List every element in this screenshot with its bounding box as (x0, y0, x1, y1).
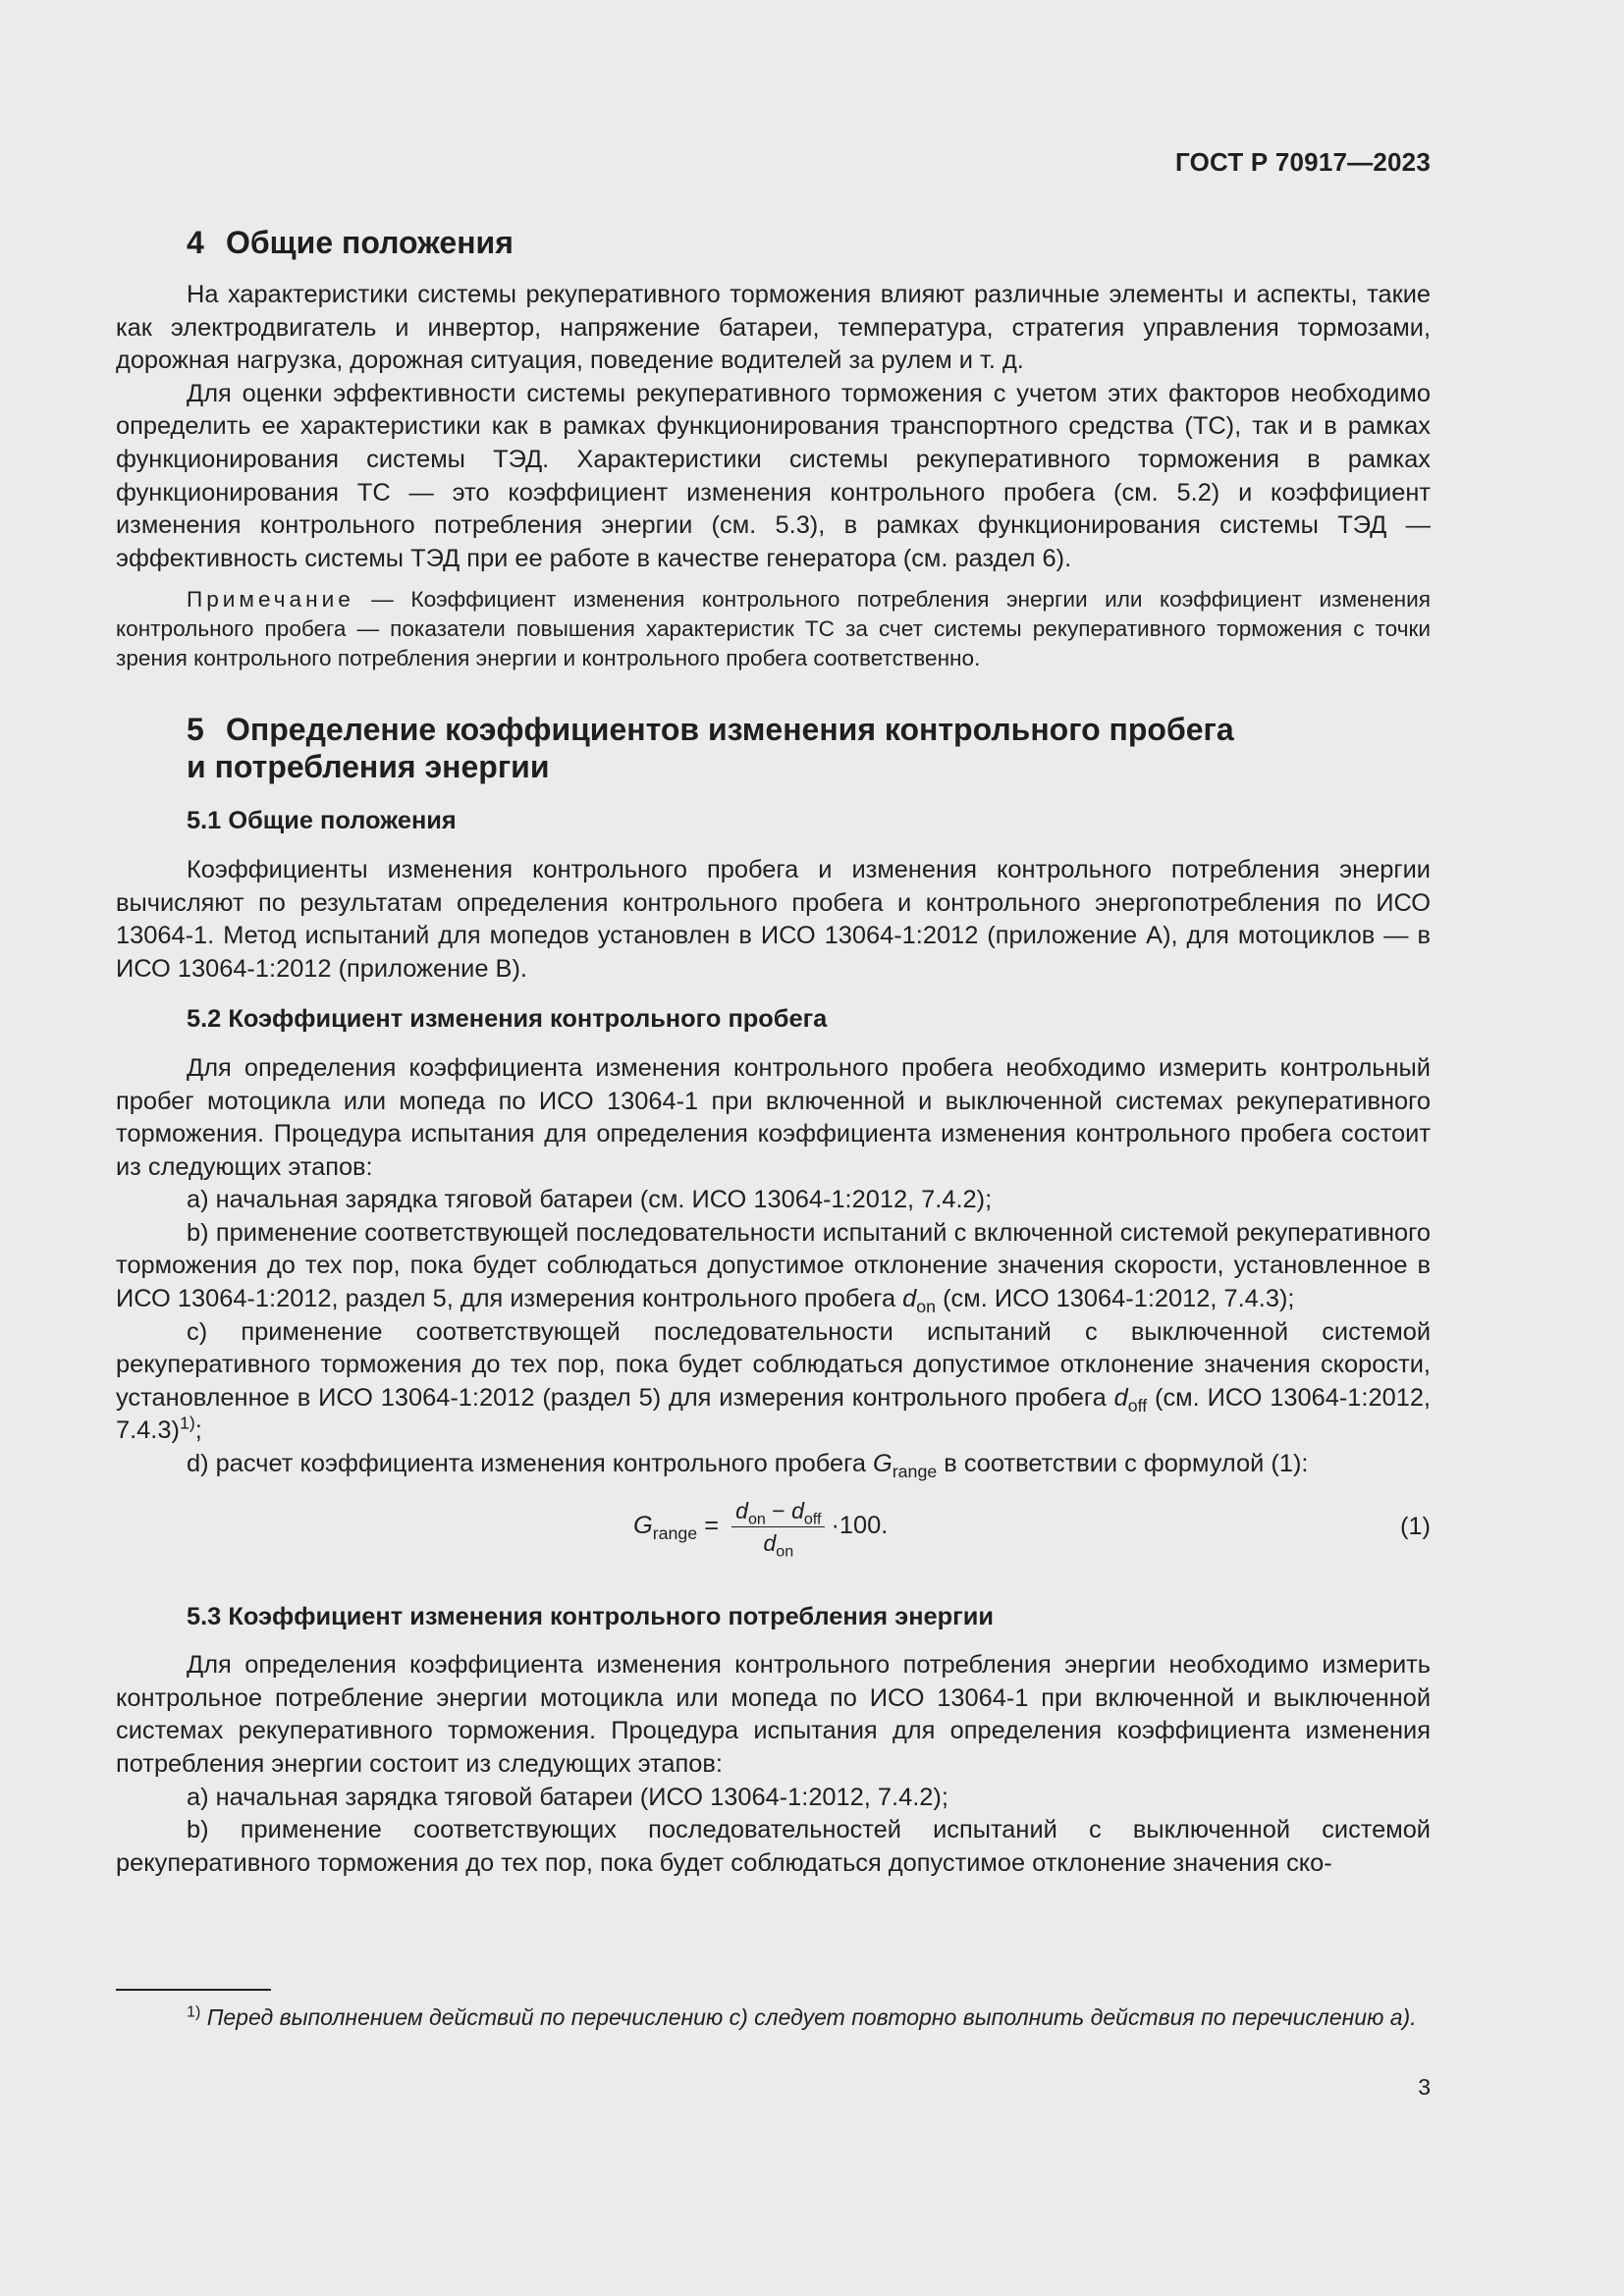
symbol-d: d (1113, 1383, 1128, 1412)
formula-number: (1) (1399, 1512, 1431, 1540)
subsection-5-1-heading: 5.1 Общие положения (187, 807, 457, 835)
symbol-d: d (763, 1529, 777, 1556)
subsection-5-2-heading: 5.2 Коэффициент изменения контрольного пробега (187, 1005, 828, 1034)
section-4-note (116, 585, 1431, 673)
footnote (116, 2002, 1431, 2033)
section-number: 4 (187, 225, 204, 260)
list-item-text: b) применение соответствующей последовательности испытаний с включенной системой рекуперативного торможения до тех пор, пока будет соблюдаться допустимое отклонение значения скорости, установленное в ИСО 13064-1:2012, раздел 5, для измерения контрольного пробега (116, 1218, 1431, 1313)
fraction-denominator (763, 1527, 794, 1561)
formula-tail: ·100. (831, 1512, 889, 1540)
page-number: 3 (1418, 2074, 1431, 2100)
list-item-d (116, 1448, 1431, 1481)
footnote-mark: 1) (187, 2002, 201, 2021)
minus-sign: − (765, 1497, 792, 1523)
subscript-off: off (1127, 1395, 1148, 1415)
equals-sign: = (697, 1512, 727, 1540)
subsection-5-1-paragraph: Коэффициенты изменения контрольного пробега и изменения контрольного потребления энергии вычисляют по результатам определения контрольного пробега и контрольного энергопотребления по ИСО 13064-1. Метод испытаний для мопедов установлен в ИСО 13064-1:2012 (приложение А), для мотоциклов — в ИСО 13064-1:2012 (приложение В). (116, 855, 1431, 983)
footnote-text: Перед выполнением действий по перечислению c) следует повторно выполнить действия по перечислению a). (200, 2004, 1417, 2030)
symbol-G: G (633, 1512, 653, 1540)
fraction (731, 1497, 825, 1561)
subscript-on: on (916, 1297, 937, 1317)
subsection-5-3-heading: 5.3 Коэффициент изменения контрольного потребления энергии (187, 1602, 994, 1630)
subscript-on: on (776, 1542, 794, 1561)
list-item-a: a) начальная зарядка тяговой батареи (см. ИСО 13064-1:2012, 7.4.2); (187, 1186, 993, 1214)
subscript-range: range (652, 1523, 698, 1544)
formula-lhs (633, 1510, 697, 1543)
symbol-G: G (873, 1450, 893, 1478)
symbol-d: d (735, 1497, 748, 1523)
section-4-heading (187, 224, 1431, 261)
footnote-reference: 1) (179, 1413, 195, 1433)
note-text: — Коэффициент изменения контрольного потребления энергии или коэффициент изменения контрольного пробега — показатели повышения характеристик ТС за счет системы рекуперативного торможения с точки зрения контрольного потребления энергии и контрольного пробега соответственно. (116, 587, 1431, 671)
note-label: Примечание (187, 587, 354, 613)
list-item-text: d) расчет коэффициента изменения контрольного пробега (187, 1450, 874, 1478)
fraction-numerator (731, 1497, 825, 1527)
formula-expression (633, 1497, 889, 1561)
list-item-text: в соответствии с формулой (1): (937, 1450, 1309, 1478)
subscript-off: off (803, 1510, 822, 1528)
formula-1 (116, 1489, 1431, 1574)
subsection-5-2-paragraph: Для определения коэффициента изменения контрольного пробега необходимо измерить контрольный пробег мотоцикла или мопеда по ИСО 13064-1 при включенной и выключенной системах рекуперативного торможения. Процедура испытания для определения коэффициента изменения контрольного пробега состоит из следующих этапов: (116, 1053, 1431, 1181)
section-title-line-1: Определение коэффициентов изменения контрольного пробега (226, 712, 1234, 748)
list-item-b (116, 1217, 1431, 1316)
subsection-5-3-paragraph: Для определения коэффициента изменения контрольного потребления энергии необходимо измерить контрольное потребление энергии мотоцикла или мопеда по ИСО 13064-1 при включенной и выключенной системах рекуперативного торможения. Процедура испытания для определения коэффициента изменения потребления энергии состоит из следующих этапов: (116, 1651, 1431, 1778)
list-item-text: (см. ИСО 13064-1:2012, 7.4.3) (116, 1383, 1431, 1445)
list-item-b: b) применение соответствующих последовательностей испытаний с выключенной системой рекуперативного торможения до тех пор, пока будет соблюдаться допустимое отклонение значения ско- (116, 1816, 1431, 1877)
page-content (116, 224, 1431, 1880)
list-item-text: (см. ИСО 13064-1:2012, 7.4.3); (936, 1285, 1295, 1313)
footnote-separator (116, 1989, 271, 1991)
symbol-d: d (902, 1285, 917, 1313)
section-4-paragraph-1: На характеристики системы рекуперативного торможения влияют различные элементы и аспекты, такие как электродвигатель и инвертор, напряжение батареи, температура, стратегия управления тормозами, дорожная нагрузка, дорожная ситуация, поведение водителей за рулем и т. д. (116, 281, 1431, 375)
document-code: ГОСТ Р 70917—2023 (1175, 147, 1431, 177)
list-item-text: ; (194, 1416, 202, 1445)
section-4-paragraph-2: Для оценки эффективности системы рекуперативного торможения с учетом этих факторов необходимо определить ее характеристики как в рамках функционирования транспортного средства (ТС), так и в рамках функционирования системы ТЭД. Характеристики системы рекуперативного торможения в рамках функционирования ТС — это коэффициент изменения контрольного пробега (см. 5.2) и коэффициент изменения контрольного потребления энергии (см. 5.3), в рамках функционирования системы ТЭД — эффективность системы ТЭД при ее работе в качестве генератора (см. раздел 6). (116, 379, 1431, 572)
subscript-range: range (892, 1462, 938, 1482)
list-item-c (116, 1316, 1431, 1448)
section-5-heading (187, 711, 1431, 785)
section-number: 5 (187, 712, 204, 748)
section-title: Общие положения (226, 225, 514, 260)
subscript-on: on (747, 1510, 766, 1528)
symbol-d: d (791, 1497, 804, 1523)
list-item-text: c) применение соответствующей последовательности испытаний с выключенной системой рекуперативного торможения до тех пор, пока будет соблюдаться допустимое отклонение значения скорости, установленное в ИСО 13064-1:2012 (раздел 5) для измерения контрольного пробега (116, 1317, 1431, 1412)
list-item-a: a) начальная зарядка тяговой батареи (ИСО 13064-1:2012, 7.4.2); (187, 1783, 948, 1811)
section-title-line-2: и потребления энергии (187, 749, 550, 785)
